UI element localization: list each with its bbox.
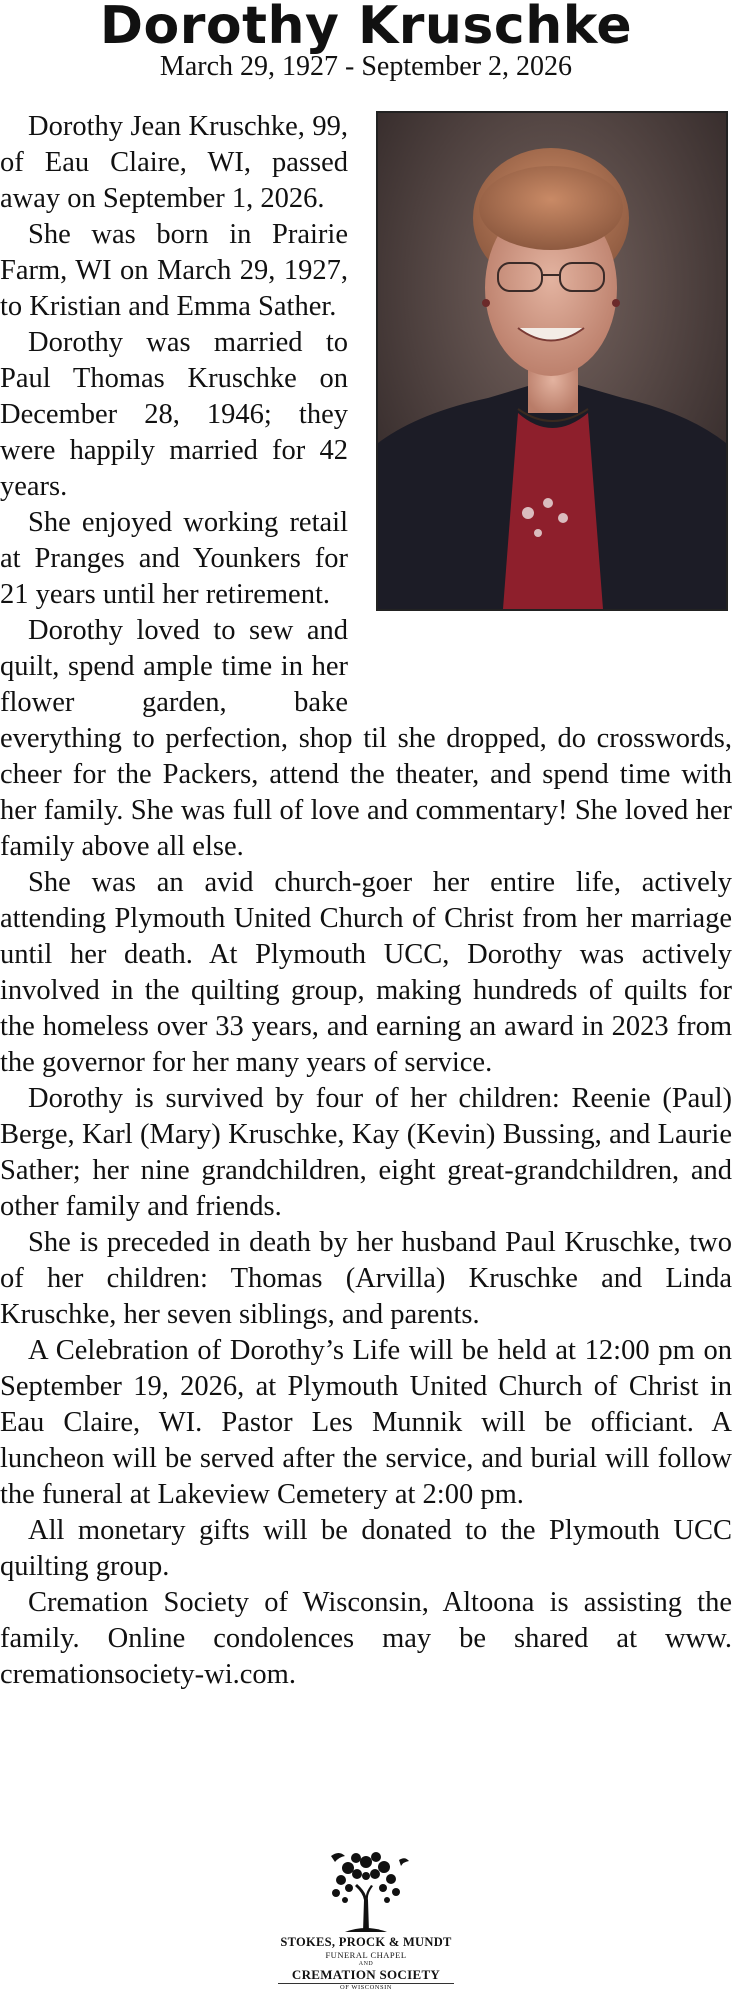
- paragraph-career: She enjoyed working retail at Pranges and Younkers for 21 years until her retirement.: [0, 507, 348, 610]
- photo-spacer: [348, 109, 732, 709]
- paragraph-condolences: Cremation Society of Wisconsin, Altoona is assisting the family. Online condolences may be shared at www.​cremationsociety-wi.com.: [0, 1587, 732, 1690]
- obituary-text: [0, 109, 732, 1693]
- tree-icon: [321, 1848, 411, 1934]
- logo-line-3: AND: [358, 1961, 374, 1967]
- paragraph-interests: Dorothy loved to sew and quilt, spend ample time in her flower garden, bake everything to perfection, shop til she dropped, do crosswords, cheer for the Packers, attend the theater, and spend time with her family. She was full of love and commentary! She loved her family above all else.: [0, 615, 732, 862]
- paragraph-service: A Celebration of Dorothy’s Life will be held at 12:00 pm on September 19, 2026, at Plymouth United Church of Christ in Eau Claire, WI. Pastor Les Munnik will be officiant. A luncheon will be served after the service, and burial will follow the funeral at Lakeview Cemetery at 2:00 pm.: [0, 1335, 732, 1510]
- logo-line-2: FUNERAL CHAPEL: [325, 1949, 407, 1960]
- paragraph-survivors: Dorothy is survived by four of her children: Reenie (Paul) Berge, Karl (Mary) Kruschke, Kay (Kevin) Bussing, and Laurie Sather; her nine grandchildren, eight great-grandchildren, and other family and friends.: [0, 1083, 732, 1222]
- paragraph-marriage: Dorothy was married to Paul Thomas Kruschke on December 28, 1946; they were happily married for 42 years.: [0, 327, 348, 502]
- logo-line-4: CREMATION SOCIETY: [291, 1967, 441, 1982]
- obituary-name: Dorothy Kruschke: [99, 0, 633, 56]
- logo-line-5: OF WISCONSIN: [340, 1984, 392, 1991]
- logo-line-1: STOKES, PROCK & MUNDT: [280, 1935, 452, 1949]
- funeral-home-logo: [266, 1848, 466, 1998]
- paragraph-intro: Dorothy Jean Kruschke, 99, of Eau Claire, WI, passed away on September 1, 2026.: [0, 111, 348, 214]
- paragraph-preceded: She is preceded in death by her husband Paul Kruschke, two of her children: Thomas (Arvilla) Kruschke and Linda Kruschke, her seven siblings, and parents.: [0, 1227, 732, 1330]
- life-dates: March 29, 1927 - September 2, 2026: [159, 51, 573, 82]
- paragraph-gifts: All monetary gifts will be donated to the Plymouth UCC quilting group.: [0, 1515, 732, 1582]
- paragraph-church: She was an avid church-goer her entire life, actively attending Plymouth United Church of Christ from her marriage until her death. At Plymouth UCC, Dorothy was actively involved in the quilting group, making hundreds of quilts for the homeless over 33 years, and earning an award in 2023 from the governor for her many years of service.: [0, 867, 732, 1078]
- paragraph-birth: She was born in Prairie Farm, WI on March 29, 1927, to Kristian and Emma Sather.: [0, 219, 348, 322]
